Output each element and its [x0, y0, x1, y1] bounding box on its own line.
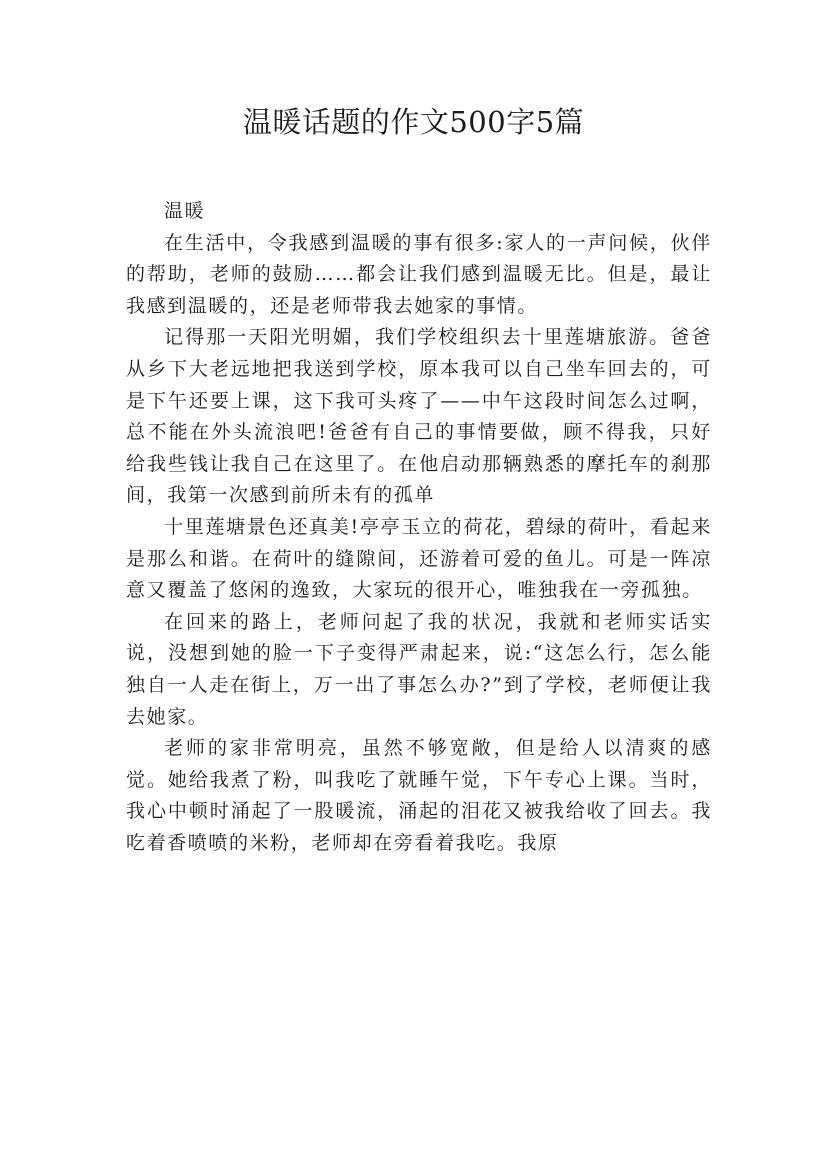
paragraph: 在生活中，令我感到温暖的事有很多:家人的一声问候，伙伴的帮助，老师的鼓励……都会让我们感到温暖无比。但是，最让我感到温暖的，还是老师带我去她家的事情。 [126, 231, 712, 317]
section-heading: 温暖 [164, 200, 206, 222]
paragraph: 在回来的路上，老师问起了我的状况，我就和老师实话实说，没想到她的脸一下子变得严肃起来，说:“这怎么行，怎么能独自一人走在街上，万一出了事怎么办?”到了学校，老师便让我去她家。 [126, 610, 712, 728]
paragraph: 十里莲塘景色还真美!亭亭玉立的荷花，碧绿的荷叶，看起来是那么和谐。在荷叶的缝隙间，还游着可爱的鱼儿。可是一阵凉意又覆盖了悠闲的逸致，大家玩的很开心，唯独我在一旁孤独。 [126, 515, 712, 602]
paragraph: 老师的家非常明亮，虽然不够宽敞，但是给人以清爽的感觉。她给我煮了粉，叫我吃了就睡午觉，下午专心上课。当时，我心中顿时涌起了一股暖流，涌起的泪花又被我给收了回去。我吃着香喷喷的米粉，老师却在旁看着我吃。我原 [126, 737, 712, 854]
paragraph: 记得那一天阳光明媚，我们学校组织去十里莲塘旅游。爸爸从乡下大老远地把我送到学校，原本我可以自己坐车回去的，可是下午还要上课，这下我可头疼了——中午这段时间怎么过啊，总不能在外头流浪吧!爸爸有自己的事情要做，顾不得我，只好给我些钱让我自己在这里了。在他启动那辆熟悉的摩托车的刹那间，我第一次感到前所未有的孤单 [126, 326, 712, 507]
document-body [126, 196, 712, 859]
document-title: 温暖话题的作文500字5篇 [242, 105, 585, 139]
